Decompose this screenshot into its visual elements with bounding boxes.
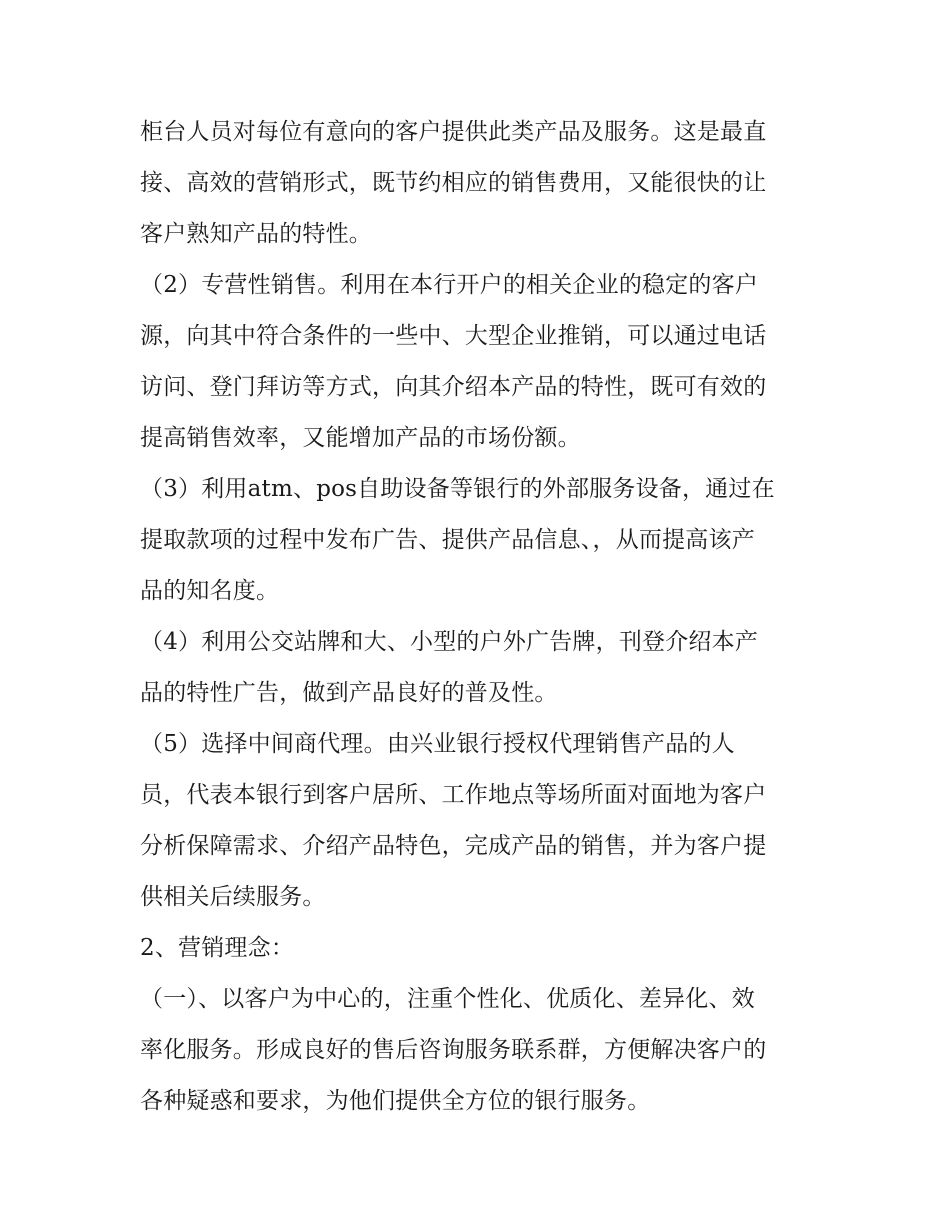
text-line: 柜台人员对每位有意向的客户提供此类产品及服务。这是最直 [140, 119, 767, 145]
text-line: 源，向其中符合条件的一些中、大型企业推销，可以通过电话 [140, 323, 767, 349]
text-line: （5）选择中间商代理。由兴业银行授权代理销售产品的人 [140, 731, 735, 757]
text-line: （一）、以客户为中心的，注重个性化、优质化、差异化、效 [140, 986, 755, 1012]
document-body [140, 107, 812, 1127]
text-line: 提取款项的过程中发布广告、提供产品信息、，从而提高该产 [140, 527, 755, 553]
text-line: 率化服务。形成良好的售后咨询服务联系群，方便解决客户的 [140, 1037, 767, 1063]
text-line: 各种疑惑和要求，为他们提供全方位的银行服务。 [140, 1088, 651, 1114]
text-line: 分析保障需求、介绍产品特色，完成产品的销售，并为客户提 [140, 833, 767, 859]
text-line: 员，代表本银行到客户居所、工作地点等场所面对面地为客户 [140, 782, 767, 808]
text-line: 接、高效的营销形式，既节约相应的销售费用，又能很快的让 [140, 170, 767, 196]
text-line: 客户熟知产品的特性。 [140, 221, 372, 247]
text-line: 提高销售效率，又能增加产品的市场份额。 [140, 425, 581, 451]
text-line: 访问、登门拜访等方式，向其介绍本产品的特性，既可有效的 [140, 374, 767, 400]
text-line: 供相关后续服务。 [140, 884, 326, 910]
text-line: 品的特性广告，做到产品良好的普及性。 [140, 680, 558, 706]
text-line: （4）利用公交站牌和大、小型的户外广告牌，刊登介绍本产 [140, 629, 759, 655]
text-line: （2）专营性销售。利用在本行开户的相关企业的稳定的客户 [140, 272, 759, 298]
section-heading: 2、营销理念： [140, 935, 295, 961]
text-line: 品的知名度。 [140, 578, 280, 604]
text-line: （3）利用atm、pos自助设备等银行的外部服务设备，通过在 [140, 476, 775, 502]
